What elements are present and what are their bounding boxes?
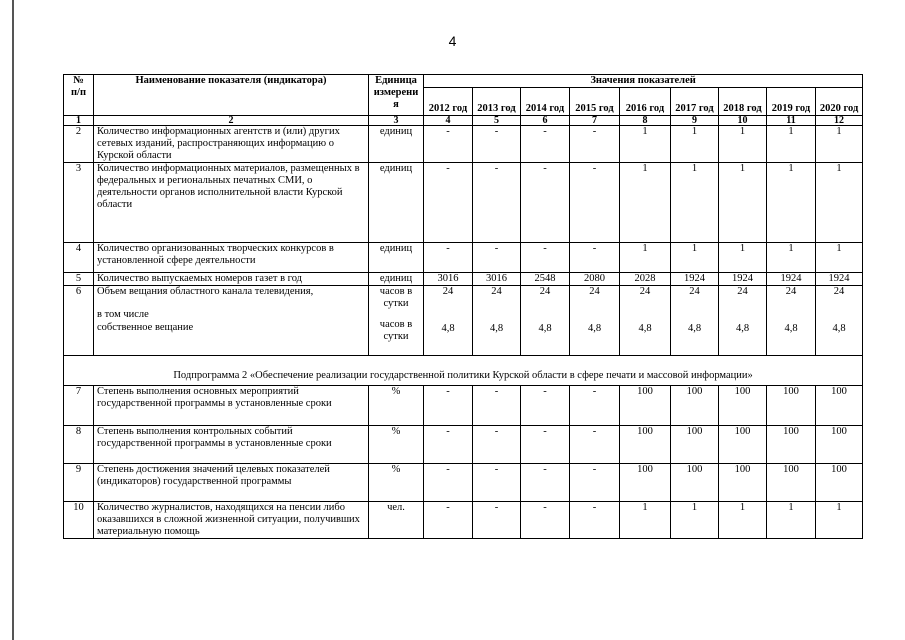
table-row [64, 426, 863, 464]
unit-main: часов в сутки [379, 286, 413, 309]
value-cell [620, 286, 671, 356]
value-cell: 1 [671, 502, 719, 539]
unit-cell: % [369, 464, 424, 502]
value-main: 24 [539, 286, 551, 297]
value-cell: 100 [620, 464, 671, 502]
subprogram-row [64, 356, 863, 386]
value-cell: - [521, 163, 570, 243]
value-cell: 1 [671, 126, 719, 163]
value-main: 24 [639, 286, 651, 297]
value-cell: 1924 [816, 273, 863, 286]
header-values: Значения показателей [424, 75, 863, 88]
value-cell: 1 [719, 126, 767, 163]
unit-cell: единиц [369, 273, 424, 286]
value-sub: 4,8 [687, 323, 702, 334]
value-cell: 100 [719, 464, 767, 502]
value-cell: - [424, 426, 473, 464]
column-index: 2 [94, 116, 369, 126]
value-cell: 1924 [719, 273, 767, 286]
value-cell: 1 [767, 243, 816, 273]
value-cell: - [570, 243, 620, 273]
unit-cell: % [369, 426, 424, 464]
indicator-name: Степень достижения значений целевых показателей (индикаторов) государственной программы [94, 464, 369, 502]
column-index: 4 [424, 116, 473, 126]
value-cell: 1924 [767, 273, 816, 286]
value-cell [570, 286, 620, 356]
indicator-name-sub: в том числе [97, 309, 149, 320]
year-header: 2012 год [424, 88, 473, 116]
indicator-name-main: Объем вещания областного канала телевидения, [97, 286, 314, 297]
value-cell: 1 [671, 163, 719, 243]
column-index: 11 [767, 116, 816, 126]
column-index: 5 [473, 116, 521, 126]
value-cell: - [424, 126, 473, 163]
value-sub: 4,8 [784, 323, 798, 334]
value-cell: - [424, 243, 473, 273]
row-number: 2 [64, 126, 94, 163]
header-name: Наименование показателя (индикатора) [94, 75, 369, 116]
value-main: 24 [442, 286, 454, 297]
indicator-name: Степень выполнения основных мероприятий государственной программы в установленные сроки [94, 386, 369, 426]
value-cell [719, 286, 767, 356]
indicator-name-sub: собственное вещание [97, 322, 194, 333]
value-cell [424, 286, 473, 356]
row-number: 4 [64, 243, 94, 273]
value-cell: - [521, 126, 570, 163]
value-sub: 4,8 [638, 323, 652, 334]
column-index: 1 [64, 116, 94, 126]
value-cell: 1924 [671, 273, 719, 286]
value-cell: 100 [816, 464, 863, 502]
indicator-name: Степень выполнения контрольных событий государственной программы в установленные сроки [94, 426, 369, 464]
value-cell: - [570, 426, 620, 464]
value-cell: 100 [671, 386, 719, 426]
year-header: 2018 год [719, 88, 767, 116]
value-cell: 2080 [570, 273, 620, 286]
table-row [64, 126, 863, 163]
value-sub: 4,8 [441, 323, 455, 334]
value-cell: 100 [767, 464, 816, 502]
column-index: 10 [719, 116, 767, 126]
row-number: 6 [64, 286, 94, 356]
value-cell: - [570, 502, 620, 539]
unit-cell: единиц [369, 243, 424, 273]
value-cell: 100 [816, 386, 863, 426]
column-index: 12 [816, 116, 863, 126]
value-cell: 1 [620, 502, 671, 539]
year-header: 2016 год [620, 88, 671, 116]
value-cell [521, 286, 570, 356]
value-cell: 100 [620, 386, 671, 426]
value-cell [816, 286, 863, 356]
value-cell: 1 [620, 163, 671, 243]
value-cell: 100 [719, 426, 767, 464]
value-cell: 1 [816, 163, 863, 243]
value-cell: 1 [620, 126, 671, 163]
row-number: 3 [64, 163, 94, 243]
value-cell: 1 [816, 243, 863, 273]
table-row [64, 386, 863, 426]
value-cell: - [424, 386, 473, 426]
value-cell: - [473, 502, 521, 539]
year-header: 2013 год [473, 88, 521, 116]
year-header: 2019 год [767, 88, 816, 116]
value-cell: 2548 [521, 273, 570, 286]
value-cell: - [473, 126, 521, 163]
year-header: 2014 год [521, 88, 570, 116]
value-cell: 100 [671, 464, 719, 502]
table-row [64, 273, 863, 286]
value-cell: - [424, 502, 473, 539]
value-cell: - [521, 386, 570, 426]
value-cell [767, 286, 816, 356]
year-header: 2015 год [570, 88, 620, 116]
indicator-name: Количество журналистов, находящихся на пенсии либо оказавшихся в сложной жизненной ситуации, получивших материальную помощь [94, 502, 369, 539]
value-cell: 1 [719, 163, 767, 243]
value-cell: - [424, 163, 473, 243]
value-cell: 1 [620, 243, 671, 273]
table-row [64, 502, 863, 539]
header-unit: Единица измерени я [369, 75, 424, 116]
indicator-name: Количество организованных творческих конкурсов в установленной сфере деятельности [94, 243, 369, 273]
value-cell: - [521, 243, 570, 273]
column-index: 7 [570, 116, 620, 126]
value-sub: 4,8 [489, 323, 504, 334]
value-cell: - [521, 502, 570, 539]
value-cell: 1 [767, 163, 816, 243]
value-cell: 100 [671, 426, 719, 464]
value-cell: - [473, 426, 521, 464]
value-main: 24 [737, 286, 748, 297]
value-sub: 4,8 [735, 323, 750, 334]
indicator-name [94, 286, 369, 356]
value-cell [473, 286, 521, 356]
value-cell: 1 [719, 502, 767, 539]
page-number: 4 [448, 33, 457, 49]
year-header: 2017 год [671, 88, 719, 116]
value-cell: 100 [719, 386, 767, 426]
table-row [64, 163, 863, 243]
row-number: 8 [64, 426, 94, 464]
year-header: 2020 год [816, 88, 863, 116]
value-sub: 4,8 [832, 323, 846, 334]
value-main: 24 [589, 286, 600, 297]
table-row [64, 286, 863, 356]
column-index: 9 [671, 116, 719, 126]
value-cell: 1 [719, 243, 767, 273]
value-cell: 1 [767, 502, 816, 539]
value-sub: 4,8 [587, 323, 602, 334]
value-cell: - [521, 464, 570, 502]
column-index: 6 [521, 116, 570, 126]
unit-cell [369, 286, 424, 356]
value-cell: 3016 [473, 273, 521, 286]
value-cell: - [570, 163, 620, 243]
value-main: 24 [833, 286, 845, 297]
value-cell: 3016 [424, 273, 473, 286]
value-cell: 1 [816, 126, 863, 163]
value-cell: - [473, 163, 521, 243]
value-cell: 1 [816, 502, 863, 539]
value-cell: 100 [767, 386, 816, 426]
unit-sub: часов в сутки [379, 319, 413, 342]
value-cell: - [424, 464, 473, 502]
value-cell: - [570, 464, 620, 502]
row-number: 7 [64, 386, 94, 426]
table-row [64, 243, 863, 273]
value-cell: 2028 [620, 273, 671, 286]
indicators-table [63, 74, 863, 539]
value-cell: 100 [816, 426, 863, 464]
unit-cell: единиц [369, 126, 424, 163]
value-cell: 1 [767, 126, 816, 163]
value-sub: 4,8 [538, 323, 552, 334]
value-main: 24 [785, 286, 797, 297]
subprogram-title: Подпрограмма 2 «Обеспечение реализации государственной политики Курской области в сфере печати и массовой информации» [64, 356, 863, 386]
row-number: 5 [64, 273, 94, 286]
indicator-name: Количество информационных материалов, размещенных в федеральных и региональных печатных СМИ, о деятельности органов исполнительной власти Курской области [94, 163, 369, 243]
value-cell: - [473, 386, 521, 426]
header-num: № п/п [64, 75, 94, 116]
unit-cell: чел. [369, 502, 424, 539]
unit-cell: % [369, 386, 424, 426]
value-cell: - [473, 243, 521, 273]
value-cell: 100 [620, 426, 671, 464]
column-index: 8 [620, 116, 671, 126]
column-index: 3 [369, 116, 424, 126]
value-cell: - [521, 426, 570, 464]
value-cell: 100 [767, 426, 816, 464]
row-number: 10 [64, 502, 94, 539]
unit-cell: единиц [369, 163, 424, 243]
row-number: 9 [64, 464, 94, 502]
value-main: 24 [491, 286, 502, 297]
indicator-name: Количество информационных агентств и (или) других сетевых изданий, распространяющих информацию о Курской области [94, 126, 369, 163]
value-cell: - [570, 126, 620, 163]
table-row [64, 464, 863, 502]
page-left-border [12, 0, 14, 640]
value-cell: - [570, 386, 620, 426]
value-cell: 1 [671, 243, 719, 273]
value-cell: - [473, 464, 521, 502]
value-cell [671, 286, 719, 356]
indicator-name: Количество выпускаемых номеров газет в год [94, 273, 369, 286]
value-main: 24 [689, 286, 700, 297]
